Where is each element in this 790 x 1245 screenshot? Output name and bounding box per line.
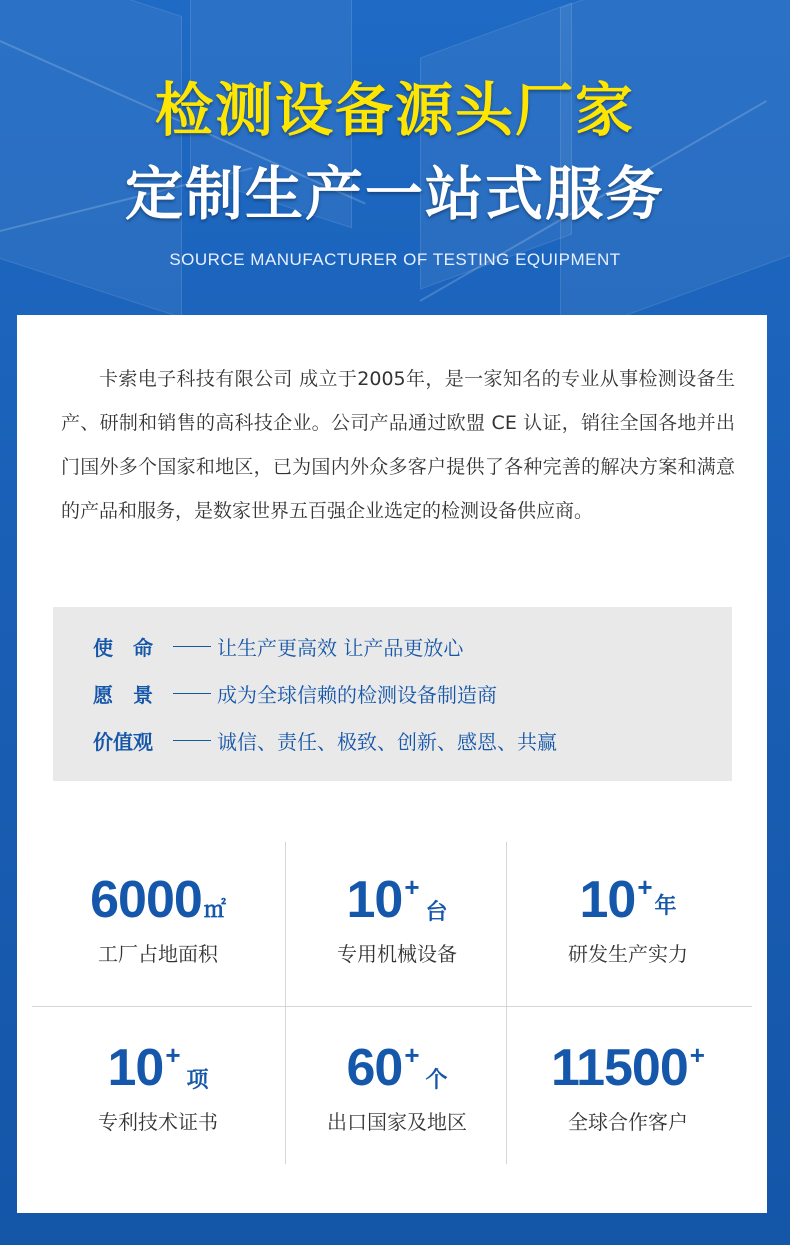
stat-global-clients [508,1040,748,1135]
value-divider [173,740,211,741]
headline-subtitle: SOURCE MANUFACTURER OF TESTING EQUIPMENT [169,250,621,269]
stat-unit: 项 [186,1068,209,1093]
stat-number: 11500 [551,1039,688,1097]
stat-unit: 个 [425,1068,448,1093]
stat-number: 10 [107,1039,164,1097]
values-panel [53,607,732,781]
stat-number: 10 [346,871,403,929]
company-intro: 卡索电子科技有限公司 成立于2005年，是一家知名的专业从事检测设备生产、研制和销售的高科技企业。公司产品通过欧盟 CE 认证，销往全国各地并出门国外多个国家和地区，已为国内外众多客户提供了各种完善的解决方案和满意的产品和服务，是数家世界五百强企业选定的检测设备供应商。 [61,368,735,522]
stat-number: 10 [579,871,636,929]
stat-plus: + [689,1040,705,1070]
value-divider [173,646,211,647]
stats-grid [32,842,752,1164]
stat-machines [277,872,517,967]
value-label: 价值观 [93,729,153,754]
value-text: 成为全球信赖的检测设备制造商 [217,682,497,707]
stat-plus: + [637,872,653,902]
value-label: 愿 景 [93,682,153,707]
stat-label: 出口国家及地区 [327,1110,467,1134]
stat-label: 全球合作客户 [568,1110,688,1134]
company-card [17,315,767,1213]
value-row-vision [93,678,497,708]
stat-years [508,872,748,967]
stat-plus: + [404,1040,420,1070]
headline-line-1: 检测设备源头厂家 [154,76,635,144]
value-text: 让生产更高效 让产品更放心 [217,635,464,660]
stat-unit: 年 [654,894,677,919]
headline-line-2: 定制生产一站式服务 [124,160,665,228]
grid-divider [32,1006,752,1007]
stat-plus: + [404,872,420,902]
stat-label: 研发生产实力 [568,942,688,966]
value-row-values [93,725,557,755]
value-divider [173,693,211,694]
value-label: 使 命 [93,635,153,660]
stat-plus: + [165,1040,181,1070]
stat-number: 60 [346,1039,403,1097]
stat-export-countries [277,1040,517,1135]
stat-patents [38,1040,278,1135]
value-text: 诚信、责任、极致、创新、感恩、共赢 [217,729,557,754]
stat-label: 专用机械设备 [337,942,457,966]
stat-label: 工厂占地面积 [98,942,218,966]
value-row-mission [93,631,463,661]
stat-label: 专利技术证书 [98,1110,218,1134]
stat-unit: 台 [425,900,448,925]
stat-unit: ㎡ [203,898,226,923]
stat-factory-area [38,872,278,967]
stat-number: 6000 [90,871,202,929]
